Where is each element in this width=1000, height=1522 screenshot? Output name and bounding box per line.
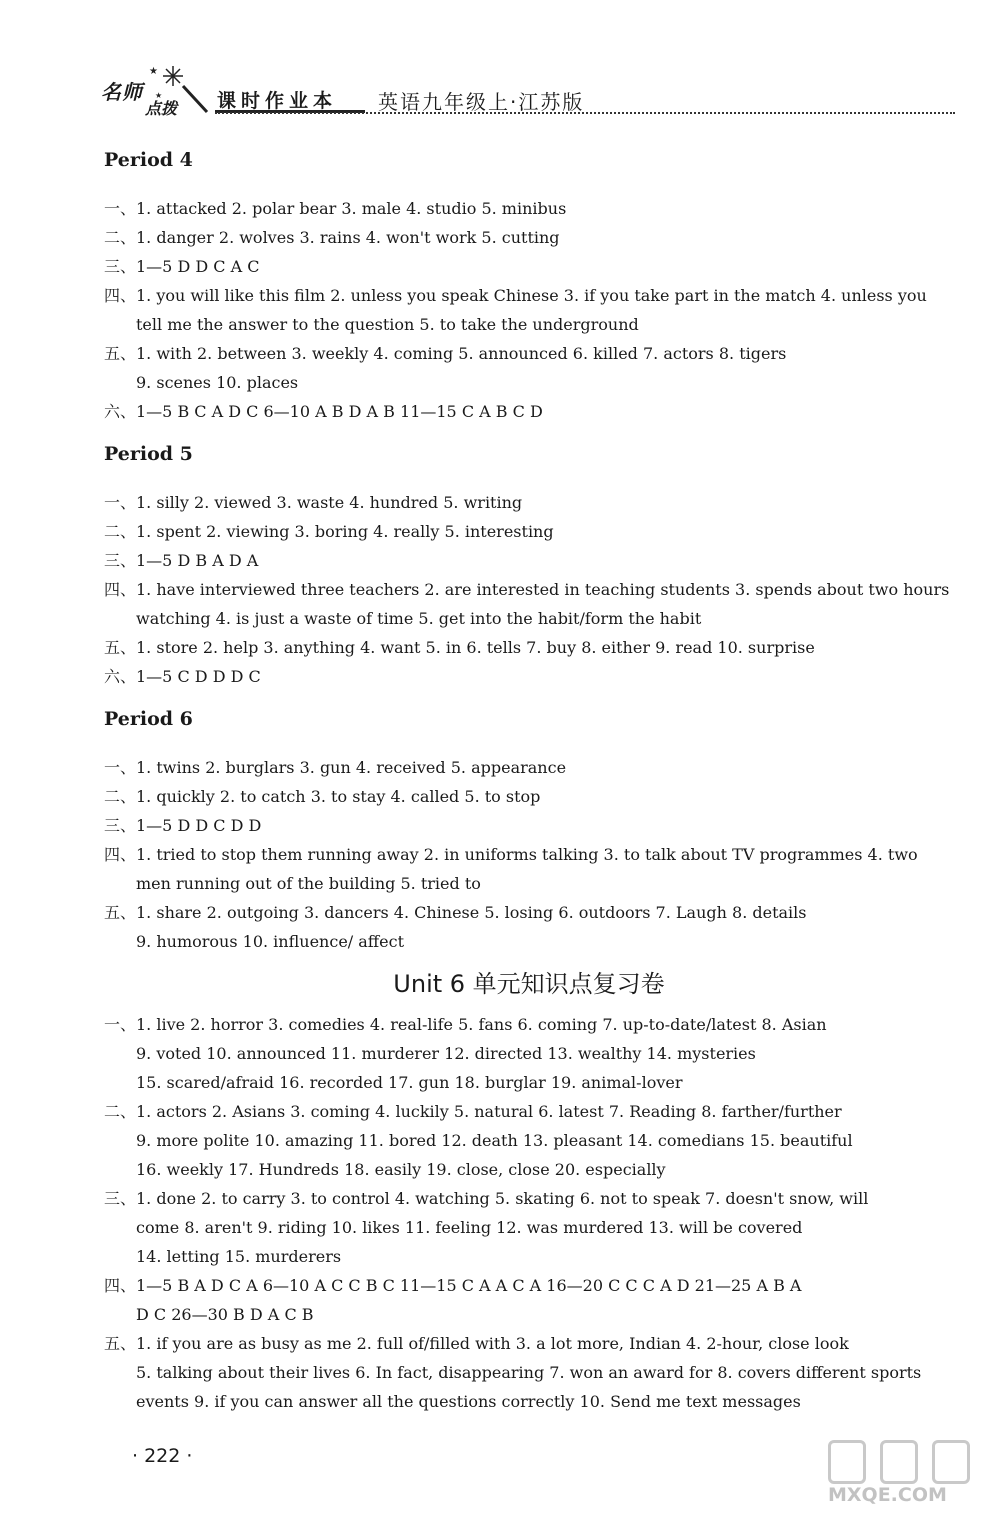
watermark-box-icon [880, 1440, 918, 1484]
watermark-box-icon [932, 1440, 970, 1484]
header-dotted-rule [215, 112, 955, 114]
answer-line: tell me the answer to the question 5. to take the underground [136, 315, 639, 334]
answer-line: watching 4. is just a waste of time 5. get into the habit/form the habit [136, 609, 702, 628]
svg-text:★: ★ [155, 91, 163, 100]
answer-line: 14. letting 15. murderers [136, 1247, 342, 1266]
answer-line: 二、1. actors 2. Asians 3. coming 4. luckily 5. natural 6. latest 7. Reading 8. farther/further [104, 1102, 842, 1121]
answer-line: 四、1. you will like this film 2. unless you speak Chinese 3. if you take part in the match 4. unless you [104, 286, 927, 305]
answer-line: 六、1—5 B C A D C 6—10 A B D A B 11—15 C A B C D [104, 402, 543, 421]
subject-title: 英语九年级上·江苏版 [378, 90, 585, 114]
answer-line: 四、1—5 B A D C A 6—10 A C C B C 11—15 C A A C A 16—20 C C C A D 21—25 A B A [104, 1276, 802, 1295]
answer-line: 15. scared/afraid 16. recorded 17. gun 18. burglar 19. animal-lover [136, 1073, 683, 1092]
answer-line: 五、1. share 2. outgoing 3. dancers 4. Chinese 5. losing 6. outdoors 7. Laugh 8. details [104, 903, 807, 922]
answer-line: 二、1. quickly 2. to catch 3. to stay 4. called 5. to stop [104, 787, 541, 806]
answer-line: 9. more polite 10. amazing 11. bored 12. death 13. pleasant 14. comedians 15. beautiful [136, 1131, 853, 1150]
page-header [95, 58, 955, 118]
answer-line: 四、1. tried to stop them running away 2. in uniforms talking 3. to talk about TV programmes 4. two [104, 845, 918, 864]
answer-line: events 9. if you can answer all the questions correctly 10. Send me text messages [136, 1392, 801, 1411]
logo-main: 名师 [101, 80, 143, 104]
answer-line: 16. weekly 17. Hundreds 18. easily 19. close, close 20. especially [136, 1160, 666, 1179]
answer-line: 一、1. twins 2. burglars 3. gun 4. received 5. appearance [104, 758, 567, 777]
answer-line: 五、1. with 2. between 3. weekly 4. coming 5. announced 6. killed 7. actors 8. tigers [104, 344, 787, 363]
answer-line: 一、1. live 2. horror 3. comedies 4. real-life 5. fans 6. coming 7. up-to-date/latest 8. Asian [104, 1015, 827, 1034]
answer-line: 9. humorous 10. influence/ affect [136, 932, 405, 951]
book-title: 课时作业本 [217, 90, 338, 112]
answer-line: 五、1. if you are as busy as me 2. full of/filled with 3. a lot more, Indian 4. 2-hour, close look [104, 1334, 849, 1353]
period-6-title: Period 6 [104, 708, 193, 730]
watermark-url: MXQE.COM [828, 1484, 947, 1506]
answer-line: 二、1. spent 2. viewing 3. boring 4. really 5. interesting [104, 522, 554, 541]
unit-6-review-title: Unit 6 单元知识点复习卷 [393, 970, 665, 998]
answer-line: 三、1—5 D D C D D [104, 816, 262, 835]
answer-line: 五、1. store 2. help 3. anything 4. want 5. in 6. tells 7. buy 8. either 9. read 10. surprise [104, 638, 815, 657]
answer-line: 三、1. done 2. to carry 3. to control 4. watching 5. skating 6. not to speak 7. doesn't snow, will [104, 1189, 869, 1208]
answer-line: men running out of the building 5. tried to [136, 874, 481, 893]
watermark-logo [828, 1440, 983, 1512]
answer-line: 三、1—5 D B A D A [104, 551, 259, 570]
answer-line: 三、1—5 D D C A C [104, 257, 260, 276]
answer-line: D C 26—30 B D A C B [136, 1305, 314, 1324]
answer-line: 二、1. danger 2. wolves 3. rains 4. won't work 5. cutting [104, 228, 560, 247]
watermark-box-icon [828, 1440, 866, 1484]
svg-text:★: ★ [149, 66, 158, 77]
page-number: · 222 · [132, 1445, 193, 1467]
answer-line: 四、1. have interviewed three teachers 2. are interested in teaching students 3. spends about two hours [104, 580, 950, 599]
period-5-title: Period 5 [104, 443, 193, 465]
logo-sub: 点拨 [145, 99, 178, 118]
answer-line: 5. talking about their lives 6. In fact, disappearing 7. won an award for 8. covers different sports [136, 1363, 922, 1382]
answer-line: 9. scenes 10. places [136, 373, 299, 392]
publisher-logo [95, 58, 210, 118]
answer-line: 一、1. silly 2. viewed 3. waste 4. hundred 5. writing [104, 493, 523, 512]
period-4-title: Period 4 [104, 149, 193, 171]
answer-content [104, 146, 954, 1416]
answer-line: 一、1. attacked 2. polar bear 3. male 4. studio 5. minibus [104, 199, 567, 218]
answer-line: 六、1—5 C D D D C [104, 667, 261, 686]
answer-line: 9. voted 10. announced 11. murderer 12. directed 13. wealthy 14. mysteries [136, 1044, 756, 1063]
answer-line: come 8. aren't 9. riding 10. likes 11. feeling 12. was murdered 13. will be covered [136, 1218, 803, 1237]
